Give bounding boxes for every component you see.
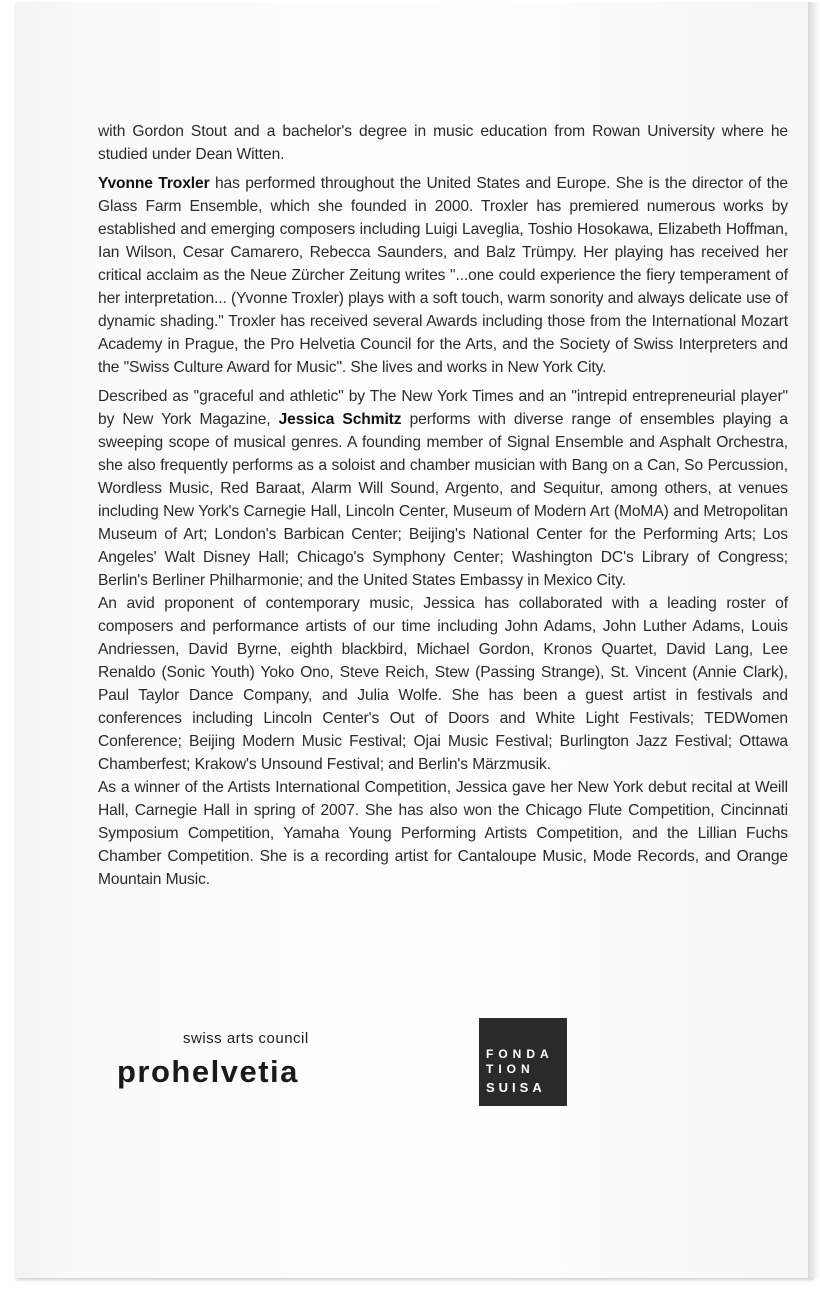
page-edge — [808, 2, 820, 1278]
schmitz-bio: performs with diverse range of ensembles playing a sweeping scope of musical genres. A founding member of Signal Ensemble and Asphalt Orchestra, she also frequently performs as a soloist and chamber musician with Bang on a Can, So Percussion, Wordless Music, Red Baraat, Alarm Will Sound, Argento, and Sequitur, among others, at venues including New York's Carnegie Hall, Lincoln Center, Museum of Modern Art (MoMA) and Metropolitan Museum of Art; London's Barbican Center; Beijing's National Center for the Performing Arts; Los Angeles' Walt Disney Hall; Chicago's Symphony Center; Washington DC's Library of Congress; Berlin's Berliner Philharmonie; and the United States Embassy in Mexico City. — [98, 411, 788, 589]
prohelvetia-logo — [117, 1030, 357, 1100]
paragraph-continuation: with Gordon Stout and a bachelor's degree in music education from Rowan University where he studied under Dean Witten. — [98, 123, 788, 163]
paragraph-collaborations: An avid proponent of contemporary music, Jessica has collaborated with a leading roster of composers and performance artists of our time including John Adams, John Luther Adams, Louis Andriessen, David Byrne, eighth blackbird, Michael Gordon, Kronos Quartet, David Lang, Lee Renaldo (Sonic Youth) Yoko Ono, Steve Reich, Stew (Passing Strange), St. Vincent (Annie Clark), Paul Taylor Dance Company, and Julia Wolfe. She has been a guest artist in festivals and conferences including Lincoln Center's Out of Doors and White Light Festivals; TEDWomen Conference; Beijing Modern Music Festival; Ojai Music Festival; Burlington Jazz Festival; Ottawa Chamberfest; Krakow's Unsound Festival; and Berlin's Märzmusik. — [98, 595, 788, 773]
suisa-logo-line-1: FONDA — [486, 1047, 554, 1061]
paragraph-awards: As a winner of the Artists International Competition, Jessica gave her New York debut recital at Weill Hall, Carnegie Hall in spring of 2007. She has also won the Chicago Flute Competition, Cincinnati Symposium Competition, Yamaha Young Performing Artists Competition, and the Lillian Fuchs Chamber Competition. She is a recording artist for Cantaloupe Music, Mode Records, and Orange Mountain Music. — [98, 779, 788, 888]
schmitz-intro: Described as "graceful and athletic" by The New York Times and an "intrepid entrepreneurial player" by New York Magazine, — [98, 388, 788, 428]
paragraph-schmitz — [98, 385, 788, 592]
paragraph-troxler — [98, 172, 788, 379]
suisa-logo-line-3: SUISA — [486, 1080, 546, 1095]
performer-name-troxler: Yvonne Troxler — [98, 175, 210, 192]
prohelvetia-tagline: swiss arts council — [183, 1030, 309, 1047]
troxler-bio: has performed throughout the United States and Europe. She is the director of the Glass Farm Ensemble, which she founded in 2000. Troxler has premiered numerous works by established and emerging composers including Luigi Laveglia, Toshio Hosokawa, Elizabeth Hoffman, Ian Wilson, Cesar Camarero, Rebecca Saunders, and Balz Trümpy. Her playing has received her critical acclaim as the Neue Zürcher Zeitung writes "...one could experience the fiery temperament of her interpretation... (Yvonne Troxler) plays with a soft touch, warm sonority and always delicate use of dynamic shading." Troxler has received several Awards including those from the International Mozart Academy in Prague, the Pro Helvetia Council for the Arts, and the Society of Swiss Interpreters and the "Swiss Culture Award for Music". She lives and works in New York City. — [98, 175, 788, 376]
performer-name-schmitz: Jessica Schmitz — [278, 411, 402, 428]
prohelvetia-wordmark: prohelvetia — [117, 1054, 299, 1089]
biography-text — [98, 120, 788, 891]
fondation-suisa-logo — [479, 1018, 567, 1106]
suisa-logo-line-2: TION — [486, 1062, 535, 1076]
